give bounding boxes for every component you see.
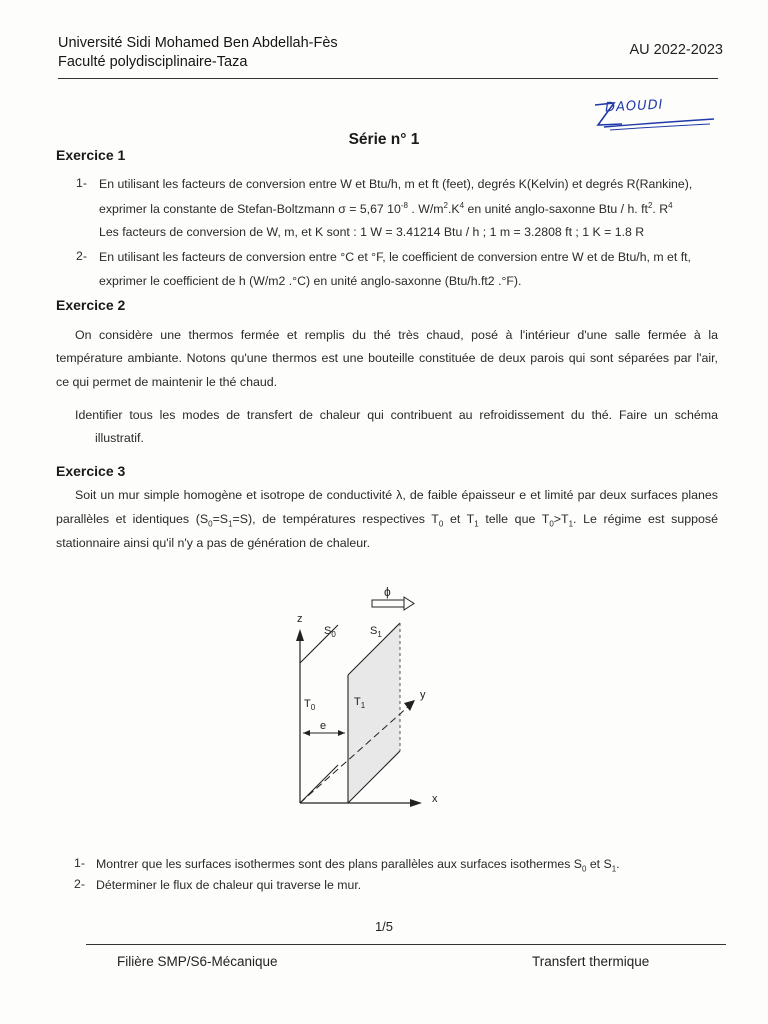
ex2-para1-line3: ce qui permet de maintenir le thé chaud.	[56, 375, 278, 389]
ex3-line2: parallèles et identiques $(S_0=S_1=S)$, de températures respectives $T_0$ et $T_1$ telle que $T_0>T_1$. Le régime est supposé	[56, 512, 718, 529]
ex1-q2-line1: En utilisant les facteurs de conversion entre °C et °F, le coefficient de conversion entre W et de Btu/h, m et ft,	[99, 250, 691, 264]
exercise-3-heading: Exercice 3	[56, 463, 126, 479]
academic-year: AU 2022-2023	[629, 42, 723, 58]
ex1-q2-line2: exprimer le coefficient de h (W/m2 .°C) en unité anglo-saxonne (Btu/h.ft2 .°F).	[99, 274, 522, 288]
ex2-para1-line2: température ambiante. Notons qu'une thermos est une bouteille constituée de deux parois qui sont séparées par l'air,	[56, 351, 718, 365]
ex2-para1-line1: On considère une thermos fermée et remplis du thé très chaud, posé à l'intérieur d'une salle fermée à la	[75, 328, 718, 342]
t0-label: $T_0$	[304, 698, 316, 712]
header-institution	[58, 34, 338, 72]
footer-right: Transfert thermique	[532, 954, 650, 969]
ex1-q1-line1: En utilisant les facteurs de conversion entre W et Btu/h, m et ft (feet), degrés K(Kelvin) et degrés R(Rankine),	[99, 177, 693, 191]
footer-left: Filière SMP/S6-Mécanique	[117, 954, 278, 969]
x-axis-arrow	[410, 799, 422, 807]
faculty-name: Faculté polydisciplinaire-Taza	[58, 54, 248, 70]
wall-diagram	[280, 585, 460, 815]
s0-label: $S_0$	[324, 625, 336, 639]
wall-shading	[348, 623, 400, 803]
y-axis-arrow	[404, 700, 415, 711]
y-label: y	[420, 689, 426, 701]
plane-s0-bottom	[300, 765, 338, 803]
ex2-para2-line1: Identifier tous les modes de transfert de chaleur qui contribuent au refroidissement du thé. Faire un schéma	[75, 408, 718, 422]
footer-rule	[86, 944, 726, 945]
flux-symbol: ϕ	[384, 585, 391, 599]
t1-label: $T_1$	[354, 696, 366, 710]
ex3-q2-number: 2-	[74, 877, 85, 891]
university-name: Université Sidi Mohamed Ben Abdellah-Fès	[58, 35, 338, 51]
flux-arrow-head	[404, 597, 414, 610]
exercise-2-heading: Exercice 2	[56, 297, 126, 313]
ex3-line3: stationnaire ainsi qu'il n'y a pas de génération de chaleur.	[56, 536, 371, 550]
ex1-q1-line2: exprimer la constante de Stefan-Boltzmann σ = 5,67 $10^{-8}$ . $W/m^2.K^4$ en unité anglo-saxonne Btu / h. $ft^2$. $R^4$	[99, 200, 673, 216]
signature-text: DAOUDI	[604, 97, 664, 116]
flux-arrow-body	[372, 600, 404, 607]
thickness-label: e	[320, 720, 327, 732]
ex3-line1: Soit un mur simple homogène et isotrope de conductivité λ, de faible épaisseur e et limité par deux surfaces planes	[75, 488, 718, 502]
ex1-q1-number: 1-	[76, 176, 87, 190]
ex1-q2-number: 2-	[76, 249, 87, 263]
ex3-q1-number: 1-	[74, 856, 85, 870]
ex1-q1-line3: Les facteurs de conversion de W, m, et K sont : 1 W = 3.41214 Btu / h ; 1 m = 3.2808 ft ; 1 K = 1.8 R	[99, 225, 645, 239]
header-rule	[58, 78, 718, 79]
x-label: x	[432, 793, 438, 805]
z-axis-arrow	[296, 629, 304, 641]
s1-label: $S_1$	[370, 625, 382, 639]
ex2-para2-line2: illustratif.	[95, 431, 144, 445]
page-title: Série n° 1	[348, 131, 420, 148]
exercise-1-heading: Exercice 1	[56, 147, 126, 163]
z-label: z	[297, 613, 303, 625]
ex3-q2-text: Déterminer le flux de chaleur qui traverse le mur.	[96, 878, 362, 892]
page-number: 1/5	[374, 919, 394, 934]
ex3-q1-text: Montrer que les surfaces isothermes sont des plans parallèles aux surfaces isothermes $S_0$ et $S_1$.	[96, 857, 620, 874]
